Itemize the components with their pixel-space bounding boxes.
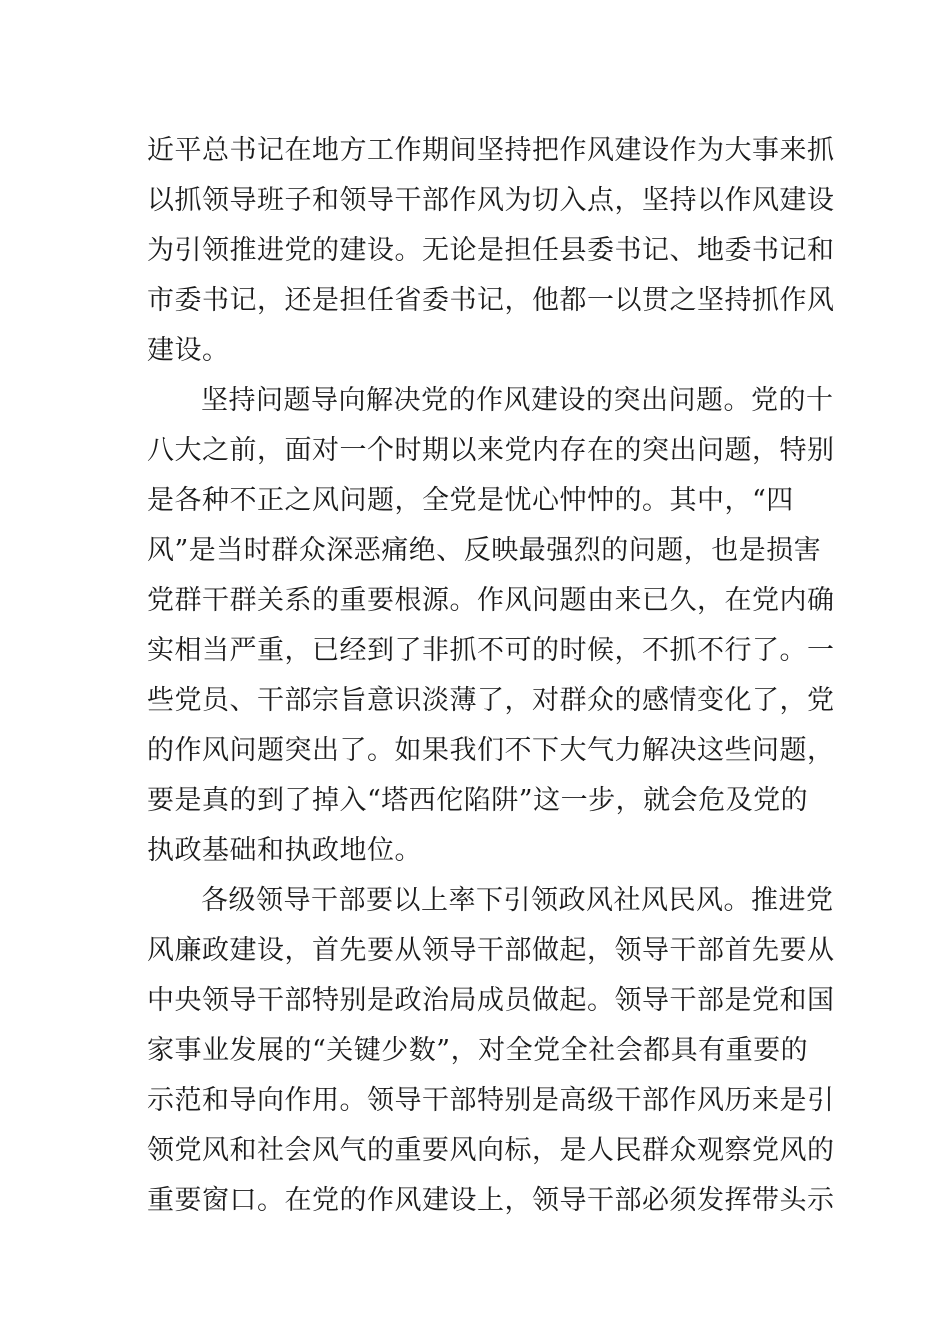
text-line: 风廉政建设，首先要从领导干部做起，领导干部首先要从	[147, 935, 835, 966]
text-line: 要是真的到了掉入“塔西佗陷阱”这一步，就会危及党的	[147, 785, 809, 816]
text-line: 中央领导干部特别是政治局成员做起。领导干部是党和国	[147, 985, 835, 1016]
text-line: 为引领推进党的建设。无论是担任县委书记、地委书记和	[147, 235, 835, 266]
text-line: 重要窗口。在党的作风建设上，领导干部必须发挥带头示	[147, 1185, 835, 1216]
text-line: 以抓领导班子和领导干部作风为切入点，坚持以作风建设	[147, 185, 835, 216]
text-line: 家事业发展的“关键少数”，对全党全社会都具有重要的	[147, 1035, 809, 1066]
text-line: 近平总书记在地方工作期间坚持把作风建设作为大事来抓	[147, 135, 835, 166]
text-line: 实相当严重，已经到了非抓不可的时候，不抓不行了。一	[147, 635, 835, 666]
text-line: 些党员、干部宗旨意识淡薄了，对群众的感情变化了，党	[147, 685, 835, 716]
text-line: 示范和导向作用。领导干部特别是高级干部作风历来是引	[147, 1085, 835, 1116]
text-line: 执政基础和执政地位。	[147, 835, 422, 866]
text-line: 建设。	[147, 335, 230, 366]
text-line: 是各种不正之风问题，全党是忧心忡忡的。其中，“四	[147, 485, 794, 516]
paragraph-2	[147, 376, 835, 876]
text-line: 的作风问题突出了。如果我们不下大气力解决这些问题，	[147, 735, 835, 766]
paragraph-3	[147, 876, 835, 1226]
paragraph-1	[147, 126, 835, 376]
text-line: 市委书记，还是担任省委书记，他都一以贯之坚持抓作风	[147, 285, 835, 316]
text-line: 八大之前，面对一个时期以来党内存在的突出问题，特别	[147, 435, 835, 466]
text-line: 党群干群关系的重要根源。作风问题由来已久，在党内确	[147, 585, 835, 616]
text-line: 风”是当时群众深恶痛绝、反映最强烈的问题，也是损害	[147, 535, 822, 566]
text-line: 坚持问题导向解决党的作风建设的突出问题。党的十	[201, 385, 834, 416]
text-line: 各级领导干部要以上率下引领政风社风民风。推进党	[201, 885, 834, 916]
text-line: 领党风和社会风气的重要风向标，是人民群众观察党风的	[147, 1135, 835, 1166]
